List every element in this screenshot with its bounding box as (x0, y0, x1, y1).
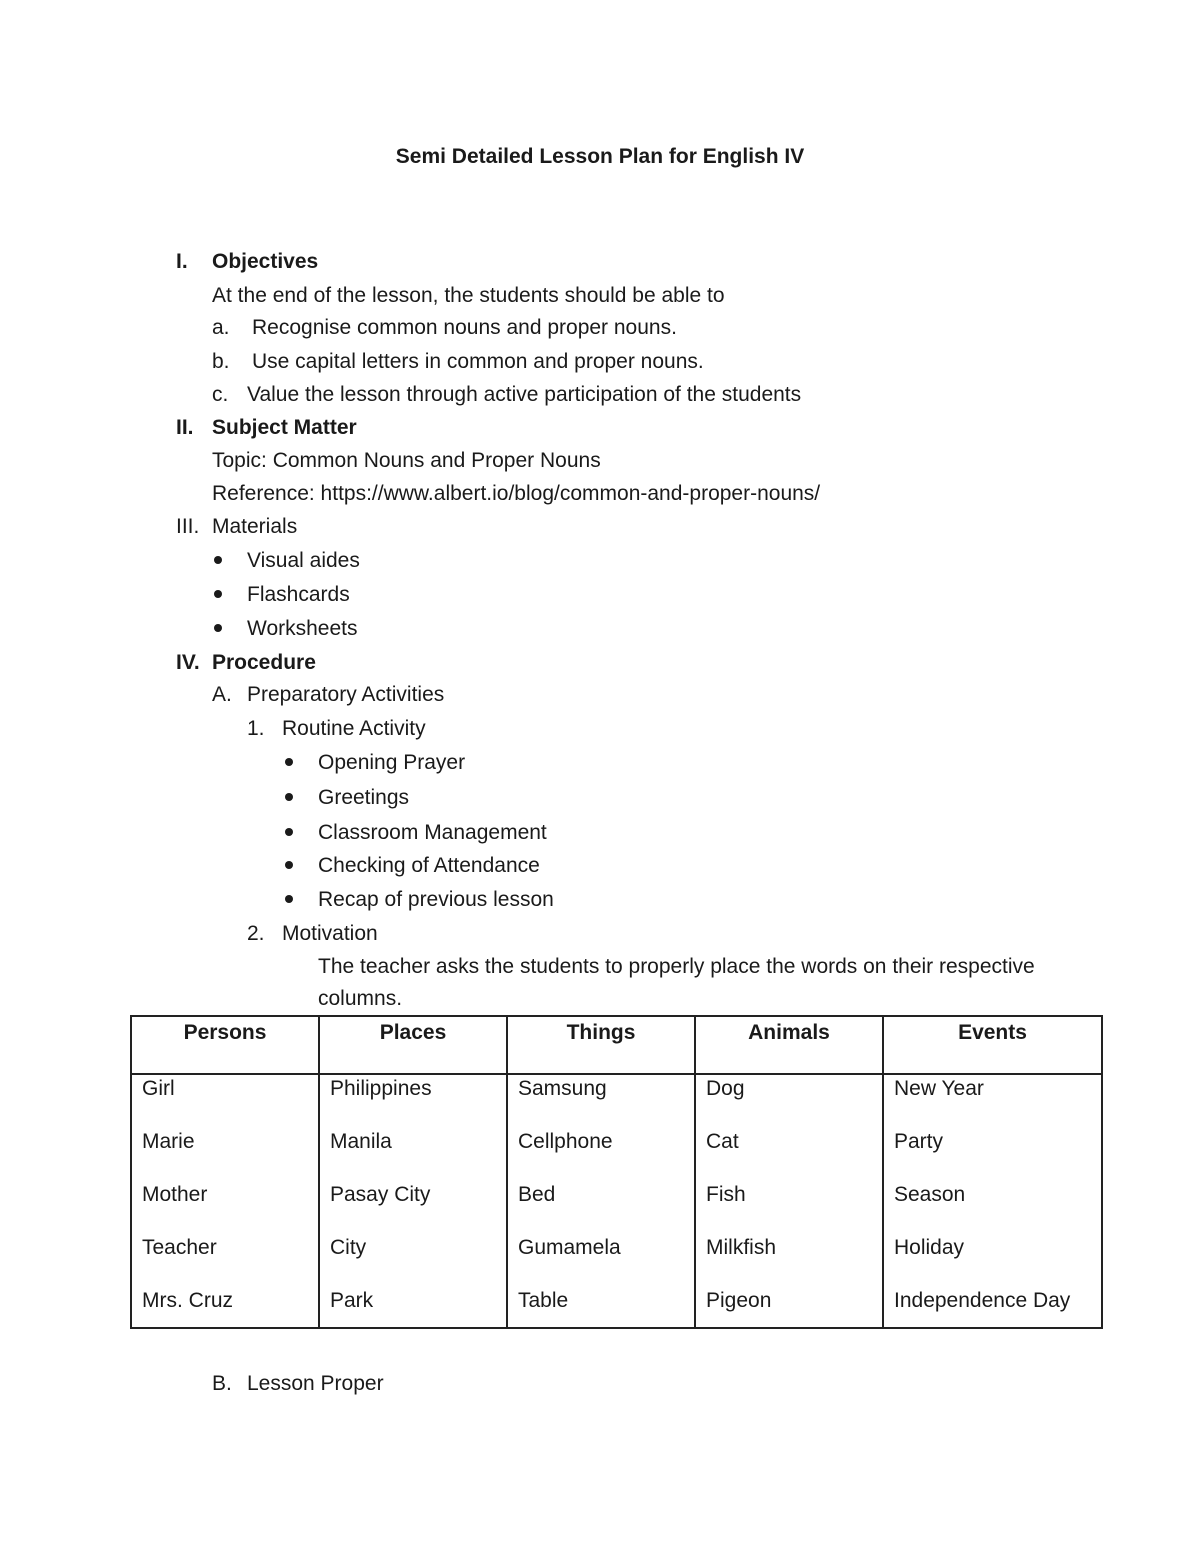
procedure-heading: Procedure (212, 651, 316, 674)
objective-a-marker: a. (212, 316, 230, 339)
subject-topic: Topic: Common Nouns and Proper Nouns (212, 449, 601, 472)
table-cell: Philippines (319, 1074, 507, 1130)
table-cell: Park (319, 1289, 507, 1328)
bullet-icon (285, 828, 293, 836)
routine-item: Classroom Management (318, 821, 547, 844)
objectives-numeral: I. (176, 250, 188, 273)
objectives-heading: Objectives (212, 250, 319, 273)
objective-b-text: Use capital letters in common and proper nouns. (252, 350, 704, 373)
objective-a-text: Recognise common nouns and proper nouns. (252, 316, 677, 339)
table-row (131, 1130, 1102, 1183)
table-row (131, 1289, 1102, 1328)
table-cell: Table (507, 1289, 695, 1328)
table-cell: Mother (131, 1183, 319, 1236)
material-item: Worksheets (247, 617, 358, 640)
section-b-marker: B. (212, 1372, 232, 1395)
subject-reference: Reference: https://www.albert.io/blog/common-and-proper-nouns/ (212, 482, 821, 505)
section-b-label: Lesson Proper (247, 1372, 384, 1395)
column-header: Persons (131, 1016, 319, 1074)
page-title: Semi Detailed Lesson Plan for English IV (395, 145, 805, 168)
table-cell: City (319, 1236, 507, 1289)
table-cell: Marie (131, 1130, 319, 1183)
objectives-intro: At the end of the lesson, the students should be able to (212, 284, 725, 307)
objective-c-text: Value the lesson through active participation of the students (247, 383, 802, 406)
routine-item: Greetings (318, 786, 410, 809)
table-cell: Girl (131, 1074, 319, 1130)
column-header: Animals (695, 1016, 883, 1074)
material-item: Visual aides (247, 549, 360, 572)
routine-item: Checking of Attendance (318, 854, 540, 877)
subject-matter-heading: Subject Matter (212, 416, 357, 439)
table-cell: Manila (319, 1130, 507, 1183)
step-1-label: Routine Activity (282, 717, 426, 740)
table-cell: Pigeon (695, 1289, 883, 1328)
bullet-icon (214, 556, 222, 564)
section-a-label: Preparatory Activities (247, 683, 445, 706)
table-cell: Fish (695, 1183, 883, 1236)
column-header: Things (507, 1016, 695, 1074)
table-cell: Dog (695, 1074, 883, 1130)
table-cell: Independence Day (883, 1289, 1102, 1328)
table-cell: Gumamela (507, 1236, 695, 1289)
procedure-numeral: IV. (176, 651, 200, 674)
bullet-icon (285, 758, 293, 766)
motivation-instruction-continued: columns. (318, 987, 403, 1010)
word-table (130, 1015, 1103, 1329)
table-header-row (131, 1016, 1102, 1074)
table-cell: Mrs. Cruz (131, 1289, 319, 1328)
column-header: Events (883, 1016, 1102, 1074)
table-cell: Milkfish (695, 1236, 883, 1289)
routine-item: Opening Prayer (318, 751, 466, 774)
table-cell: Bed (507, 1183, 695, 1236)
bullet-icon (214, 590, 222, 598)
table-cell: Season (883, 1183, 1102, 1236)
bullet-icon (214, 624, 222, 632)
bullet-icon (285, 793, 293, 801)
table-cell: Teacher (131, 1236, 319, 1289)
bullet-icon (285, 861, 293, 869)
step-2-marker: 2. (247, 922, 265, 945)
materials-heading: Materials (212, 515, 298, 538)
motivation-instruction: The teacher asks the students to properly place the words on their respective (318, 955, 1035, 978)
step-1-marker: 1. (247, 717, 265, 740)
column-header: Places (319, 1016, 507, 1074)
table-cell: New Year (883, 1074, 1102, 1130)
routine-item: Recap of previous lesson (318, 888, 554, 911)
table-row (131, 1074, 1102, 1130)
table-cell: Party (883, 1130, 1102, 1183)
table-row (131, 1236, 1102, 1289)
subject-matter-numeral: II. (176, 416, 194, 439)
table-cell: Cat (695, 1130, 883, 1183)
section-a-marker: A. (212, 683, 232, 706)
table-cell: Pasay City (319, 1183, 507, 1236)
step-2-label: Motivation (282, 922, 378, 945)
table-cell: Holiday (883, 1236, 1102, 1289)
objective-b-marker: b. (212, 350, 230, 373)
table-cell: Cellphone (507, 1130, 695, 1183)
materials-numeral: III. (176, 515, 200, 538)
table-row (131, 1183, 1102, 1236)
table-cell: Samsung (507, 1074, 695, 1130)
objective-c-marker: c. (212, 383, 229, 406)
material-item: Flashcards (247, 583, 350, 606)
bullet-icon (285, 895, 293, 903)
